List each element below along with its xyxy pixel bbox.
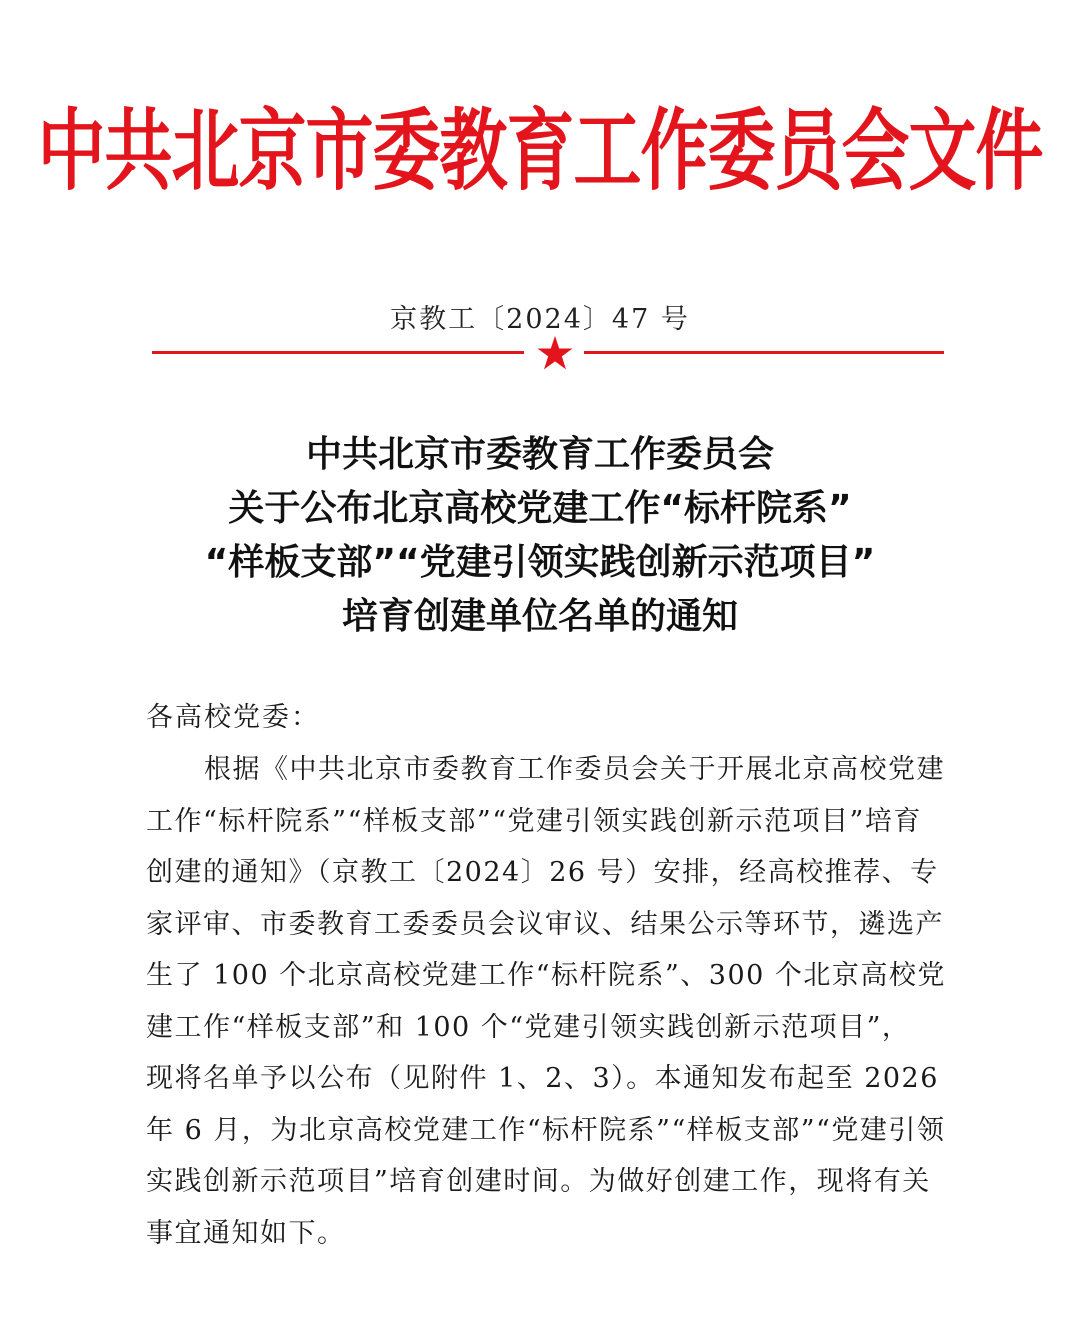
body-line: 年 6 月，为北京高校党建工作“标杆院系”“样板支部”“党建引领 bbox=[146, 1114, 946, 1146]
body-line: 根据《中共北京市委教育工作委员会关于开展北京高校党建 bbox=[204, 754, 945, 785]
body-line: 现将名单予以公布（见附件 1、2、3）。本通知发布起至 2026 bbox=[146, 1063, 939, 1094]
body-line: 生了 100 个北京高校党建工作“标杆院系”、300 个北京高校党 bbox=[146, 960, 946, 991]
body-line: 建工作“样板支部”和 100 个“党建引领实践创新示范项目”， bbox=[146, 1011, 911, 1043]
notice-title-line: 中共北京市委教育工作委员会 bbox=[305, 434, 774, 475]
red-divider-right bbox=[584, 351, 944, 354]
document-org-title: 中共北京市委教育工作委员会文件 bbox=[37, 101, 1043, 204]
notice-title-line: 培育创建单位名单的通知 bbox=[341, 596, 738, 637]
salutation: 各高校党委： bbox=[146, 702, 320, 733]
body-line: 实践创新示范项目”培育创建时间。为做好创建工作，现将有关 bbox=[146, 1166, 931, 1197]
red-divider-left bbox=[152, 351, 524, 354]
notice-body bbox=[146, 744, 946, 1259]
body-line: 事宜通知如下。 bbox=[146, 1217, 346, 1249]
notice-title-line: “样板支部”“党建引领实践创新示范项目” bbox=[204, 542, 876, 583]
body-line: 工作“标杆院系”“样板支部”“党建引领实践创新示范项目”培育 bbox=[146, 805, 922, 837]
document-number: 京教工〔2024〕47 号 bbox=[390, 304, 690, 335]
body-line: 家评审、市委教育工委委员会议审议、结果公示等环节，遴选产 bbox=[146, 908, 944, 940]
notice-title-line: 关于公布北京高校党建工作“标杆院系” bbox=[228, 488, 852, 529]
body-line: 创建的通知》（京教工〔2024〕26 号）安排，经高校推荐、专 bbox=[146, 857, 939, 888]
notice-title bbox=[0, 428, 1080, 644]
red-star-icon bbox=[536, 334, 574, 372]
